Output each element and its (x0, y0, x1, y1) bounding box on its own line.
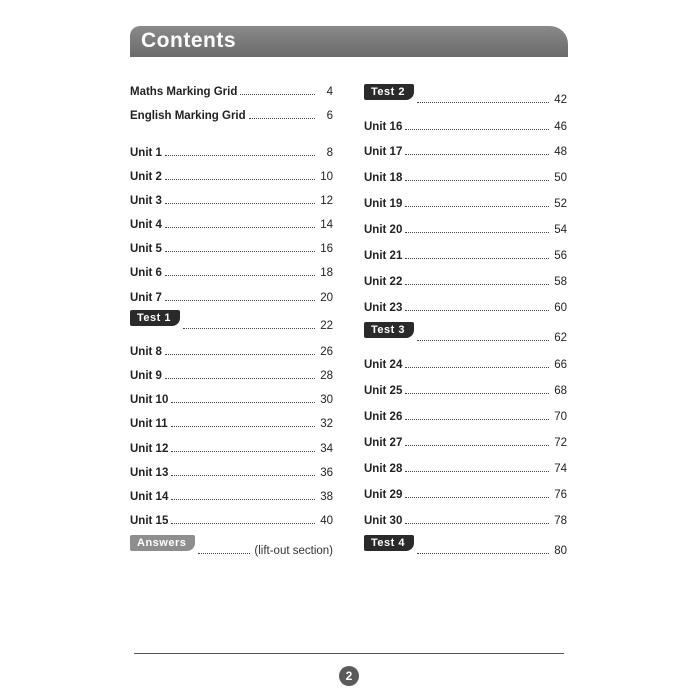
dot-leader (405, 180, 549, 181)
entry-label: Unit 20 (364, 224, 403, 236)
contents-entry (130, 189, 333, 207)
contents-entry (364, 353, 567, 371)
entry-page-number: 34 (320, 443, 333, 455)
contents-entry (364, 483, 567, 501)
test-badge: Test 1 (130, 310, 180, 326)
entry-page-number: 70 (554, 411, 567, 423)
test-badge: Test 3 (364, 322, 414, 338)
entry-page-number: 74 (554, 463, 567, 475)
dot-leader (417, 340, 549, 341)
contents-entry (364, 84, 567, 106)
entry-label: Unit 10 (130, 394, 169, 406)
contents-entry (364, 296, 567, 314)
contents-entry (130, 165, 333, 183)
entry-label: Unit 26 (364, 411, 403, 423)
test-badge: Test 4 (364, 535, 414, 551)
dot-leader (171, 499, 315, 500)
entry-label: Unit 7 (130, 292, 162, 304)
entry-page-number: 36 (320, 467, 333, 479)
dot-leader (417, 553, 549, 554)
entry-label: Unit 30 (364, 515, 403, 527)
dot-leader (405, 206, 549, 207)
dot-leader (405, 419, 549, 420)
entry-page-number: 78 (554, 515, 567, 527)
contents-entry (364, 322, 567, 344)
entry-page-number: 62 (554, 332, 567, 344)
entry-page-number: 32 (320, 418, 333, 430)
entry-label: Unit 1 (130, 147, 162, 159)
dot-leader (249, 118, 315, 119)
contents-entry (364, 379, 567, 397)
contents-entry (364, 218, 567, 236)
contents-entry (364, 140, 567, 158)
entry-page-number: 68 (554, 385, 567, 397)
dot-leader (405, 471, 549, 472)
entry-page-number: 14 (320, 219, 333, 231)
entry-label: Unit 2 (130, 171, 162, 183)
entry-page-number: 46 (554, 121, 567, 133)
entry-page-number: 80 (554, 545, 567, 557)
dot-leader (405, 154, 549, 155)
contents-entry (130, 461, 333, 479)
entry-page-number: 4 (326, 86, 333, 98)
contents-entry (130, 310, 333, 332)
entry-label: Unit 5 (130, 243, 162, 255)
entry-page-number: 38 (320, 491, 333, 503)
dot-leader (165, 227, 315, 228)
dot-leader (405, 310, 549, 311)
dot-leader (165, 300, 315, 301)
contents-entry (130, 535, 333, 557)
contents-banner (130, 26, 568, 57)
contents-entry (364, 509, 567, 527)
test-badge: Test 2 (364, 84, 414, 100)
contents-entry (364, 457, 567, 475)
contents-entry (364, 270, 567, 288)
contents-entry (130, 509, 333, 527)
entry-label: Unit 8 (130, 346, 162, 358)
dot-leader (165, 354, 315, 355)
dot-leader (405, 129, 549, 130)
entry-page-number: 30 (320, 394, 333, 406)
entry-page-number: 54 (554, 224, 567, 236)
entry-page-number: 66 (554, 359, 567, 371)
entry-label: Unit 29 (364, 489, 403, 501)
contents-entry (130, 104, 333, 122)
dot-leader (405, 284, 549, 285)
entry-page-number: 22 (320, 320, 333, 332)
contents-entry (364, 244, 567, 262)
contents-entry (130, 364, 333, 382)
dot-leader (165, 378, 315, 379)
entry-note: (lift-out section) (254, 545, 333, 557)
entry-page-number: 50 (554, 172, 567, 184)
dot-leader (171, 402, 315, 403)
dot-leader (165, 179, 315, 180)
dot-leader (198, 553, 250, 554)
contents-entry (130, 261, 333, 279)
dot-leader (171, 523, 315, 524)
contents-entry (130, 286, 333, 304)
contents-entry (364, 166, 567, 184)
entry-label: Unit 11 (130, 418, 168, 430)
entry-label: Unit 6 (130, 267, 162, 279)
dot-leader (183, 328, 315, 329)
entry-page-number: 16 (320, 243, 333, 255)
contents-entry (364, 115, 567, 133)
entry-page-number: 76 (554, 489, 567, 501)
entry-label: Unit 25 (364, 385, 403, 397)
entry-label: Unit 24 (364, 359, 403, 371)
contents-entry (130, 213, 333, 231)
dot-leader (405, 393, 549, 394)
entry-page-number: 8 (326, 147, 333, 159)
contents-entry (364, 192, 567, 210)
dot-leader (417, 102, 549, 103)
entry-page-number: 42 (554, 94, 567, 106)
page-number-badge: 2 (339, 666, 359, 686)
dot-leader (405, 232, 549, 233)
dot-leader (405, 445, 549, 446)
entry-label: Unit 16 (364, 121, 403, 133)
entry-page-number: 40 (320, 515, 333, 527)
entry-label: Unit 14 (130, 491, 169, 503)
entry-label: Unit 13 (130, 467, 169, 479)
entry-page-number: 52 (554, 198, 567, 210)
entry-label: Maths Marking Grid (130, 86, 238, 98)
entry-label: Unit 12 (130, 443, 169, 455)
dot-leader (405, 497, 549, 498)
entry-page-number: 20 (320, 292, 333, 304)
entry-label: English Marking Grid (130, 110, 246, 122)
contents-entry (130, 141, 333, 159)
entry-page-number: 26 (320, 346, 333, 358)
dot-leader (171, 426, 315, 427)
dot-leader (165, 155, 315, 156)
entry-label: Unit 3 (130, 195, 162, 207)
entry-label: Unit 4 (130, 219, 162, 231)
contents-entry (130, 388, 333, 406)
entry-page-number: 48 (554, 146, 567, 158)
page-title: Contents (141, 29, 236, 52)
entry-label: Unit 27 (364, 437, 403, 449)
entry-label: Unit 21 (364, 250, 403, 262)
entry-label: Unit 15 (130, 515, 169, 527)
entry-label: Unit 17 (364, 146, 403, 158)
entry-page-number: 56 (554, 250, 567, 262)
contents-entry (364, 405, 567, 423)
contents-entry (130, 437, 333, 455)
contents-entry (130, 340, 333, 358)
dot-leader (240, 94, 315, 95)
contents-entry (130, 412, 333, 430)
contents-entry (130, 80, 333, 98)
dot-leader (405, 258, 549, 259)
entry-page-number: 60 (554, 302, 567, 314)
dot-leader (405, 523, 549, 524)
dot-leader (165, 203, 315, 204)
contents-entry (364, 431, 567, 449)
entry-page-number: 18 (320, 267, 333, 279)
dot-leader (165, 251, 315, 252)
contents-entry (130, 237, 333, 255)
entry-label: Unit 23 (364, 302, 403, 314)
entry-page-number: 6 (326, 110, 333, 122)
dot-leader (165, 275, 315, 276)
entry-page-number: 12 (320, 195, 333, 207)
dot-leader (405, 367, 549, 368)
contents-entry (364, 535, 567, 557)
entry-page-number: 10 (320, 171, 333, 183)
entry-page-number: 58 (554, 276, 567, 288)
footer-divider (134, 653, 564, 654)
entry-label: Unit 19 (364, 198, 403, 210)
entry-label: Unit 9 (130, 370, 162, 382)
entry-page-number: 72 (554, 437, 567, 449)
entry-label: Unit 18 (364, 172, 403, 184)
entry-label: Unit 22 (364, 276, 403, 288)
entry-page-number: 28 (320, 370, 333, 382)
dot-leader (171, 451, 315, 452)
contents-entry (130, 485, 333, 503)
answers-badge: Answers (130, 535, 195, 551)
dot-leader (171, 475, 315, 476)
entry-label: Unit 28 (364, 463, 403, 475)
